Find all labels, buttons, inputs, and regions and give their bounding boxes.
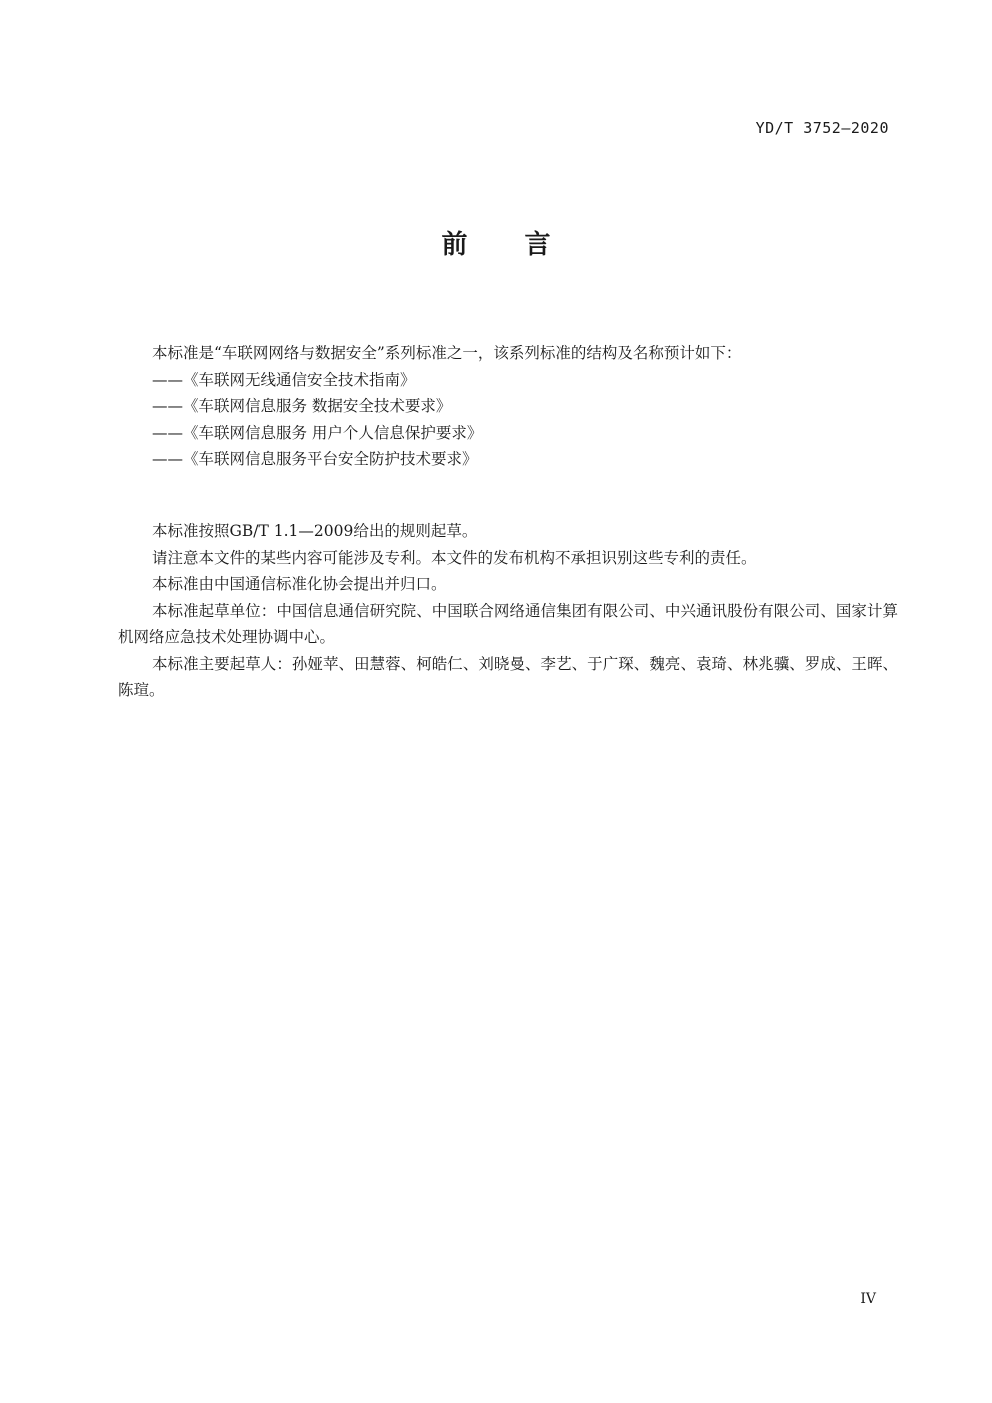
series-intro	[118, 340, 898, 473]
series-lead: 本标准是“车联网网络与数据安全”系列标准之一，该系列标准的结构及名称预计如下：	[152, 344, 742, 362]
drafting-rules-paragraph: 本标准按照GB/T 1.1—2009给出的规则起草。	[152, 522, 478, 540]
drafting-organizations-paragraph: 本标准起草单位：中国信息通信研究院、中国联合网络通信集团有限公司、中兴通讯股份有限公司、国家计算机网络应急技术处理协调中心。	[118, 601, 898, 646]
drafters-paragraph: 本标准主要起草人：孙娅苹、田慧蓉、柯皓仁、刘晓曼、李艺、于广琛、魏亮、袁琦、林兆骥、罗成、王晖、陈瑄。	[118, 654, 898, 699]
page-title: 前 言	[441, 230, 575, 260]
document-code: YD/T 3752—2020	[755, 119, 889, 137]
series-item: ——《车联网信息服务 用户个人信息保护要求》	[152, 423, 483, 442]
series-item: ——《车联网信息服务 数据安全技术要求》	[152, 397, 452, 415]
series-item: ——《车联网无线通信安全技术指南》	[152, 370, 416, 389]
foreword-body	[118, 518, 898, 704]
proposer-paragraph: 本标准由中国通信标准化协会提出并归口。	[152, 575, 447, 593]
page-number: IV	[860, 1291, 876, 1307]
patent-notice-paragraph: 请注意本文件的某些内容可能涉及专利。本文件的发布机构不承担识别这些专利的责任。	[152, 548, 757, 567]
series-item: ——《车联网信息服务平台安全防护技术要求》	[152, 450, 478, 468]
